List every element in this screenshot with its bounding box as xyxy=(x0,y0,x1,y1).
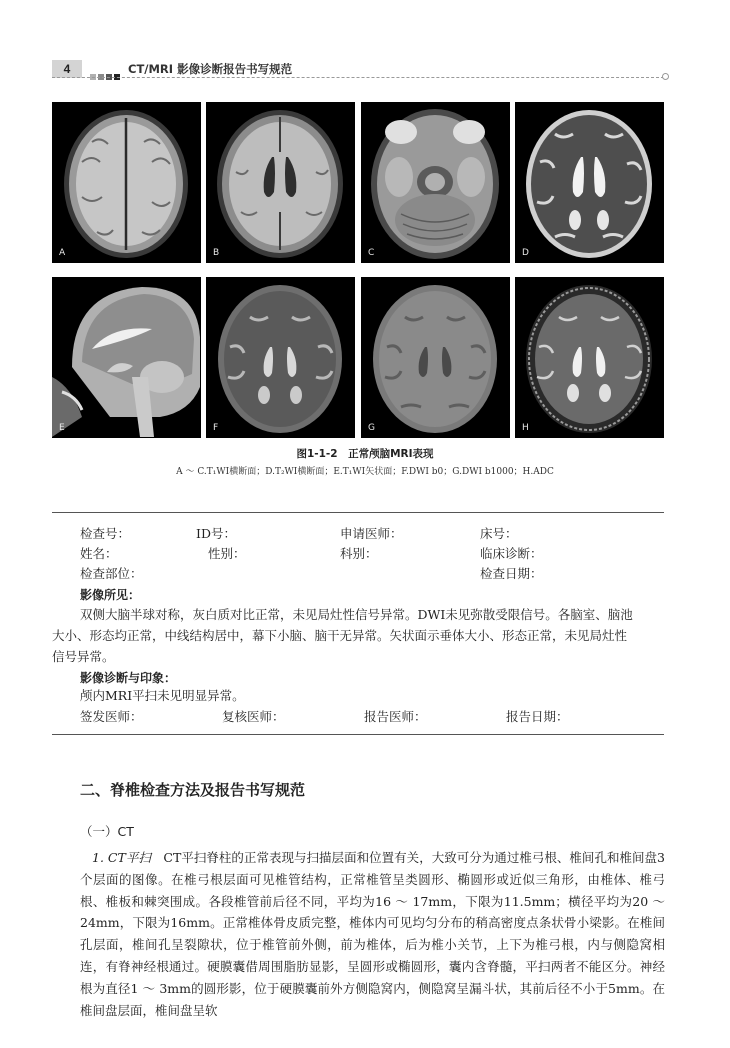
panel-letter: G xyxy=(368,423,375,433)
mri-panel-h xyxy=(515,277,664,438)
signing-doctor-field: 签发医师： xyxy=(80,709,143,724)
report-bottom-rule xyxy=(52,734,664,735)
mri-panel-f xyxy=(206,277,355,438)
mri-panel-c xyxy=(361,102,510,263)
clinical-diagnosis-field: 临床诊断： xyxy=(480,546,543,561)
panel-letter: C xyxy=(368,248,375,258)
reviewing-doctor-field: 复核医师： xyxy=(222,709,285,724)
section-heading: 二、脊椎检查方法及报告书写规范 xyxy=(80,781,306,799)
header-rule xyxy=(52,77,664,78)
subsection-heading: （一）CT xyxy=(80,824,134,839)
page-number: 4 xyxy=(52,60,82,78)
findings-line: 大小、形态均正常，中线结构居中，幕下小脑、脑干无异常。矢状面示垂体大小、形态正常，未见局灶性 xyxy=(52,628,628,643)
mri-panel-e xyxy=(52,277,201,438)
panel-letter: F xyxy=(213,423,219,433)
sex-field: 性别： xyxy=(208,546,246,561)
panel-letter: B xyxy=(213,248,220,258)
exam-date-field: 检查日期： xyxy=(480,566,543,581)
header-square-markers xyxy=(90,65,122,84)
mri-panel-a xyxy=(52,102,201,263)
report-top-rule xyxy=(52,512,664,513)
figure-caption-title: 图1-1-2 正常颅脑MRI表现 xyxy=(296,448,434,460)
brain-image-icon xyxy=(361,277,510,438)
exam-site-field: 检查部位： xyxy=(80,566,143,581)
department-field: 科别： xyxy=(340,546,378,561)
exam-number-field: 检查号： xyxy=(80,526,131,541)
running-header xyxy=(52,60,666,78)
paragraph-body: CT平扫脊柱的正常表现与扫描层面和位置有关，大致可分为通过椎弓根、椎间孔和椎间盘3个层面的图像。在椎弓根层面可见椎管结构，正常椎管呈类圆形、椭圆形或近似三角形，由椎体、椎弓根、椎板和棘突围成。各段椎管前后径不同，平均为16 ～ 17mm，下限为11.5mm；横径平均为20 ～ 24mm，下限为16mm。正常椎体骨皮质完整，椎体内可见均匀分布的稍高密度点条状骨小梁影。在椎间孔层面，椎间孔呈裂隙状，位于椎管前外侧，前为椎体，后为椎小关节，上下为椎弓根，内与侧隐窝相连，有脊神经根通过。硬膜囊借周围脂肪显影，呈圆形或椭圆形，囊内含脊髓，平扫两者不能区分。神经根为直径1 ～ 3mm的圆形影，位于硬膜囊前外方侧隐窝内，侧隐窝呈漏斗状，其前后径不小于5mm。在椎间盘层面，椎间盘呈软 xyxy=(80,850,665,1018)
panel-letter: H xyxy=(522,423,529,433)
bed-number-field: 床号： xyxy=(480,526,518,541)
brain-image-icon xyxy=(206,277,355,438)
findings-line: 信号异常。 xyxy=(52,649,115,664)
mri-figure xyxy=(52,102,664,438)
mri-panel-g xyxy=(361,277,510,438)
brain-image-icon xyxy=(206,102,355,263)
mri-panel-b xyxy=(206,102,355,263)
reporting-doctor-field: 报告医师： xyxy=(364,709,427,724)
brain-image-icon xyxy=(515,102,664,263)
requesting-doctor-field: 申请医师： xyxy=(340,526,403,541)
brain-image-icon xyxy=(515,277,664,438)
report-date-field: 报告日期： xyxy=(506,709,569,724)
impression-label: 影像诊断与印象： xyxy=(80,671,177,685)
header-rule-end-icon xyxy=(662,73,669,80)
mri-panel-d xyxy=(515,102,664,263)
paragraph-lead: 1. CT平扫 xyxy=(92,850,151,865)
panel-letter: E xyxy=(59,423,65,433)
findings-line: 双侧大脑半球对称，灰白质对比正常，未见局灶性信号异常。DWI未见弥散受限信号。各脑室、脑池 xyxy=(80,607,633,622)
findings-label: 影像所见： xyxy=(80,588,141,602)
figure-caption-legend: A ～ C.T₁WI横断面；D.T₂WI横断面；E.T₁WI矢状面；F.DWI b0；G.DWI b1000；H.ADC xyxy=(176,467,554,477)
panel-letter: D xyxy=(522,248,529,258)
brain-image-icon xyxy=(52,102,201,263)
panel-letter: A xyxy=(59,248,66,258)
impression-text: 颅内MRI平扫未见明显异常。 xyxy=(80,688,245,703)
name-field: 姓名： xyxy=(80,546,118,561)
body-paragraph xyxy=(80,847,665,1021)
id-number-field: ID号： xyxy=(196,526,236,541)
brain-image-icon xyxy=(52,277,201,438)
book-title: CT/MRI 影像诊断报告书写规范 xyxy=(128,62,293,76)
brain-image-icon xyxy=(361,102,510,263)
